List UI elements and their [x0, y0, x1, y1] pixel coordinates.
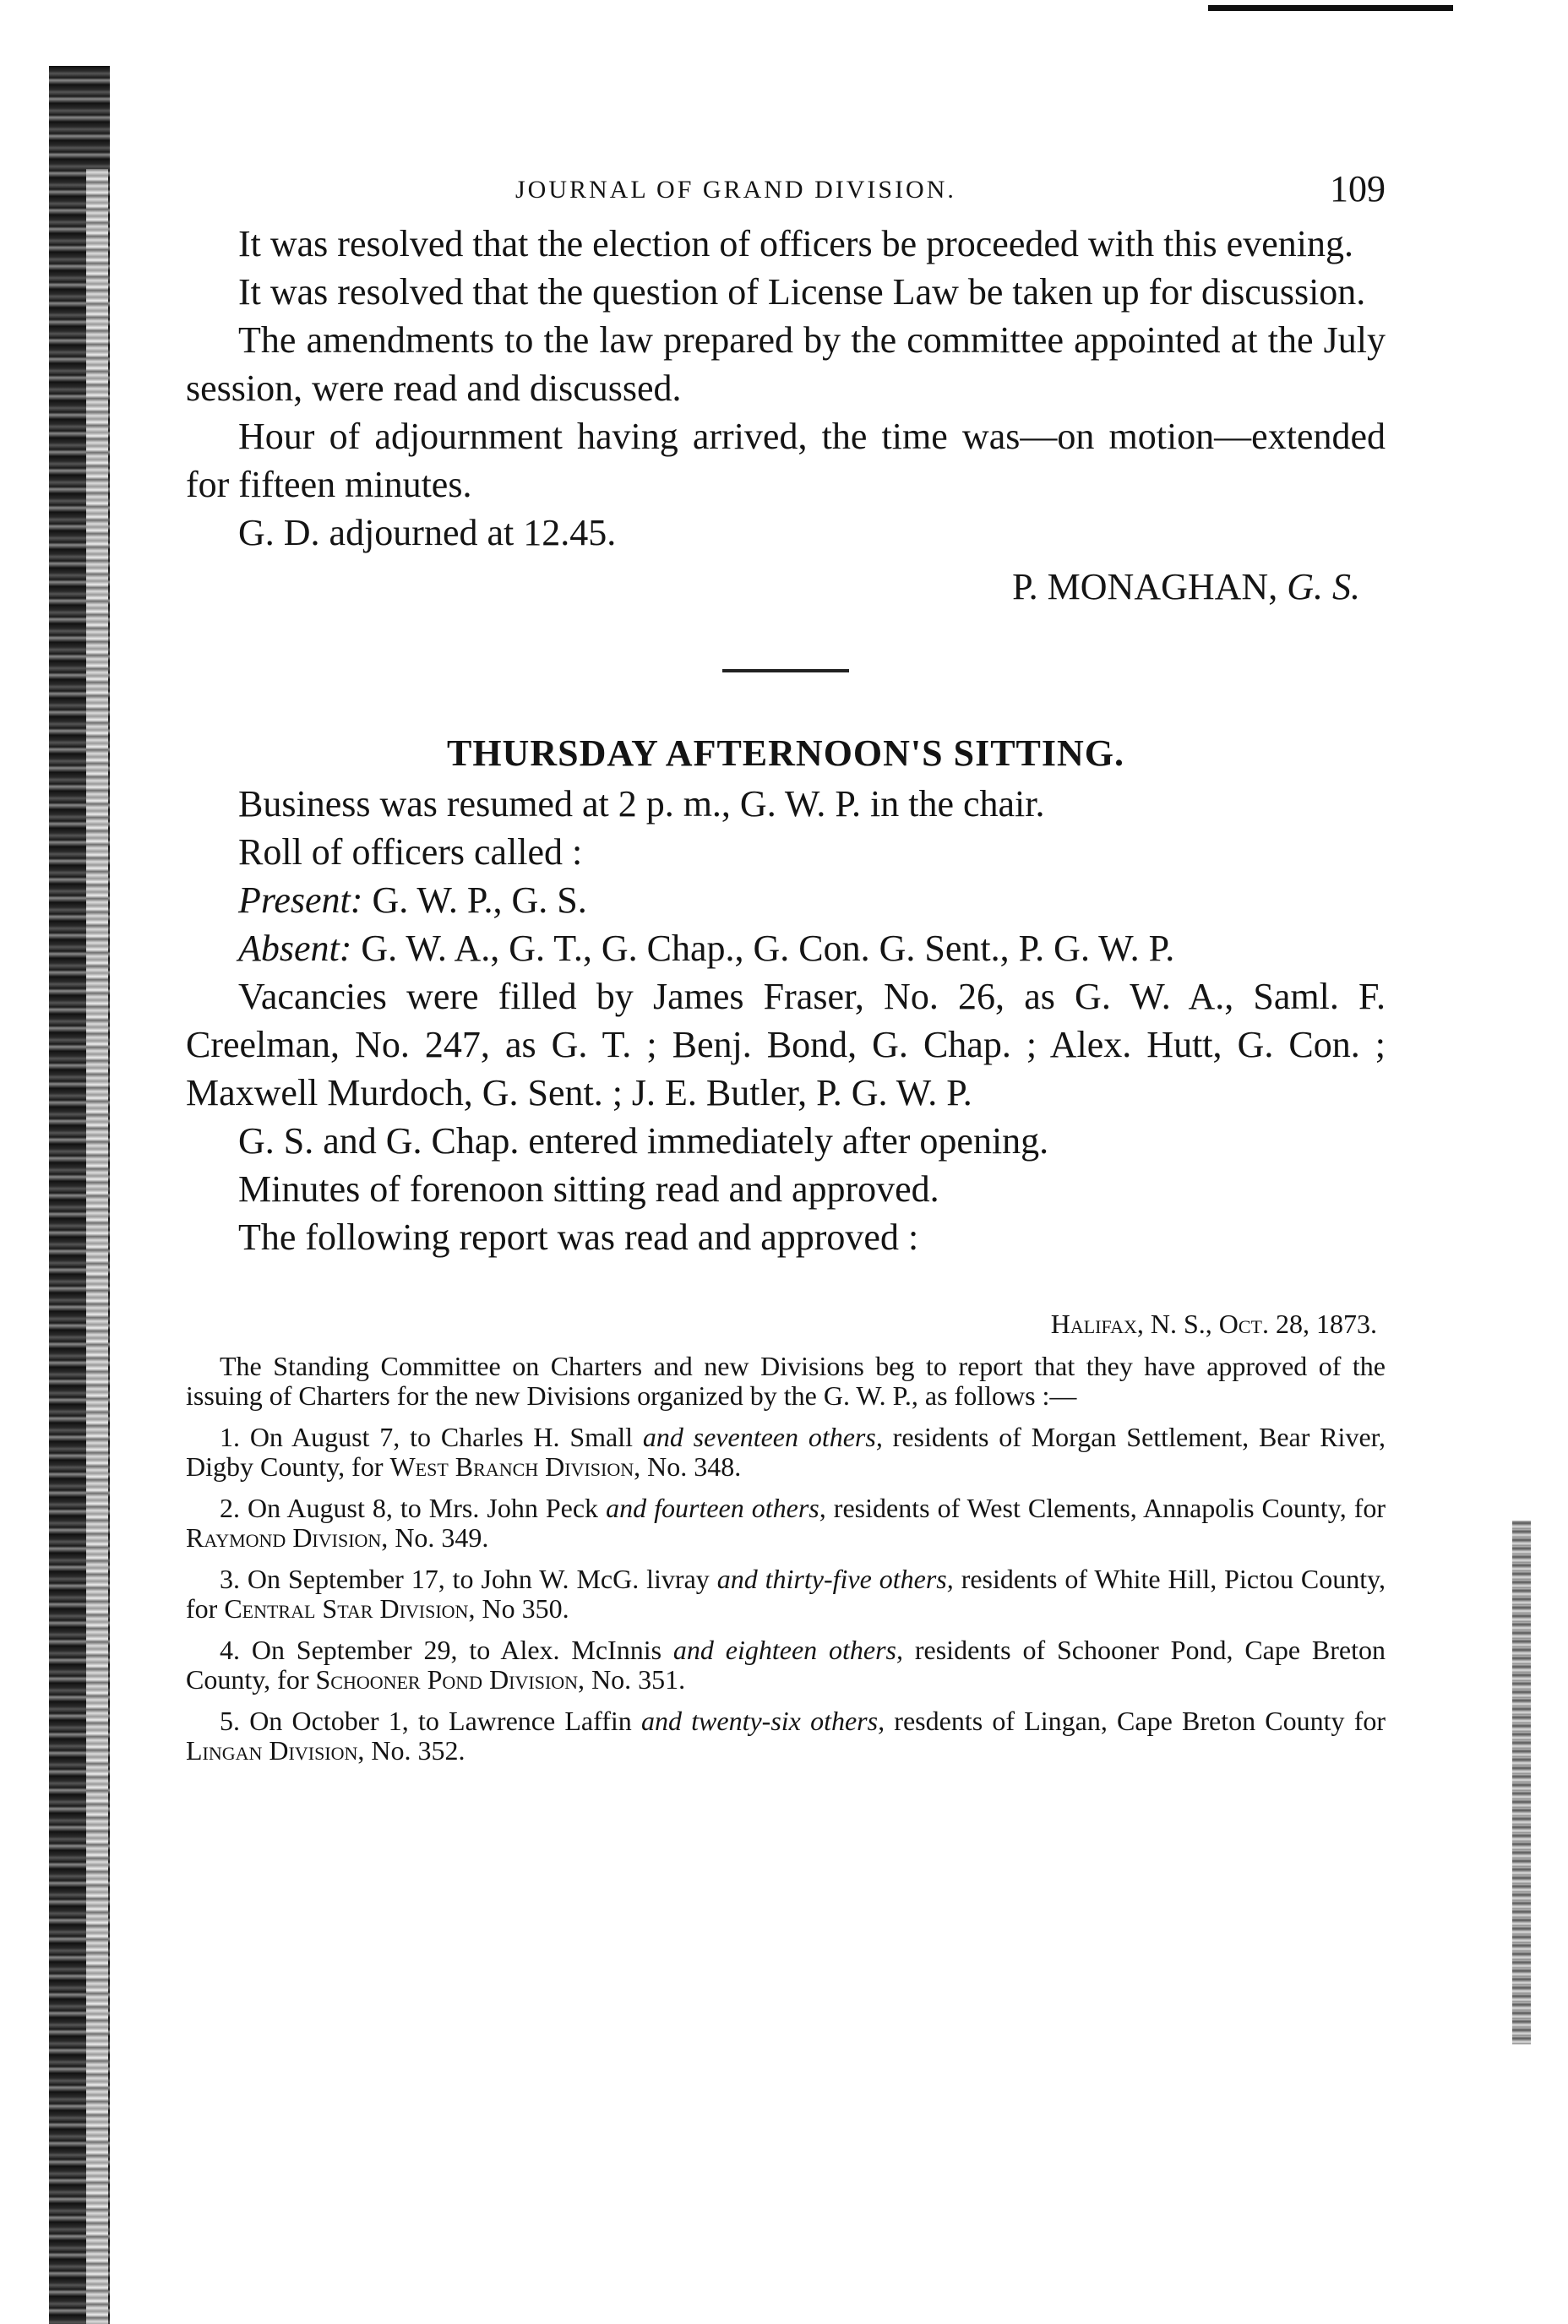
page-content: [186, 152, 1386, 1766]
report-item-number: No. 352.: [371, 1735, 466, 1766]
present-label: Present:: [238, 879, 363, 921]
paragraph-roll: Roll of officers called :: [238, 831, 583, 873]
report-item: [186, 1636, 1386, 1695]
running-title: JOURNAL OF GRAND DIVISION.: [515, 176, 956, 204]
section-divider: [722, 669, 849, 672]
page-number: 109: [1330, 168, 1386, 210]
report-item-number: No. 349.: [395, 1522, 489, 1553]
report-item: [186, 1423, 1386, 1482]
paragraph-vacancies: Vacancies were filled by James Fraser, No. 26, as G. W. A., Saml. F. Creelman, No. 247, as G. T. ; Benj. Bond, G. Chap. ; Alex. Hutt, G. Con. ; Maxwell Murdoch, G. Sent. ; J. E. Butler, P. G. W. P.: [186, 976, 1386, 1113]
paragraph-election: It was resolved that the election of officers be proceeded with this evening.: [238, 223, 1353, 264]
report-item-lead: 2. On August 8, to Mrs. John Peck: [220, 1493, 599, 1523]
report-item-division: Central Star Division,: [224, 1593, 476, 1624]
report-item: [186, 1706, 1386, 1766]
report-item-division: West Branch Division,: [389, 1451, 641, 1482]
paragraph-resumed: Business was resumed at 2 p. m., G. W. P. in the chair.: [238, 783, 1045, 825]
report-dateline: Halifax, N. S., Oct. 28, 1873.: [1050, 1309, 1377, 1339]
section-heading-afternoon: THURSDAY AFTERNOON'S SITTING.: [446, 732, 1125, 774]
report-item-others: and seventeen others,: [642, 1422, 883, 1452]
report-item: [186, 1565, 1386, 1624]
report-item-middle: residents of West Clements, Annapolis County, for: [833, 1493, 1386, 1523]
report-item-number: No 350.: [482, 1593, 569, 1624]
paragraph-minutes: Minutes of forenoon sitting read and approved.: [238, 1168, 939, 1210]
report-item-division: Raymond Division,: [186, 1522, 389, 1553]
report-item-middle: residents of Schooner Pond, Cape Breton County, for: [186, 1635, 1386, 1695]
top-rule: [1208, 5, 1453, 11]
paragraph-adjournment-extended: Hour of adjournment having arrived, the time was—on motion—extended for fifteen minutes.: [186, 416, 1386, 505]
report-item-lead: 1. On August 7, to Charles H. Small: [220, 1422, 633, 1452]
signature-title: G. S.: [1287, 566, 1360, 607]
present-value: G. W. P., G. S.: [372, 879, 587, 921]
report-item-lead: 4. On September 29, to Alex. McInnis: [220, 1635, 662, 1665]
report-item-division: Schooner Pond Division,: [315, 1664, 585, 1695]
paragraph-adjourned: G. D. adjourned at 12.45.: [238, 512, 617, 553]
report-item-middle: residents of White Hill, Pictou County, for: [186, 1564, 1386, 1624]
report-item: [186, 1494, 1386, 1553]
report-item-middle: resdents of Lingan, Cape Breton County for: [894, 1706, 1386, 1736]
running-header: [186, 152, 1386, 220]
charter-report: [186, 1352, 1386, 1766]
report-item-others: and twenty-six others,: [640, 1706, 885, 1736]
report-item-middle: residents of Morgan Settlement, Bear River, Digby County, for: [186, 1422, 1386, 1482]
absent-label: Absent:: [238, 928, 352, 969]
report-item-others: and thirty-five others,: [716, 1564, 954, 1594]
signature: [186, 565, 1360, 608]
paragraph-present: [186, 876, 1386, 924]
report-item-division: Lingan Division,: [186, 1735, 365, 1766]
signature-name: P. MONAGHAN,: [1012, 566, 1278, 607]
report-item-lead: 3. On September 17, to John W. McG. livray: [220, 1564, 710, 1594]
paragraph-entered: G. S. and G. Chap. entered immediately after opening.: [238, 1120, 1049, 1162]
page-edge-shadow: [86, 169, 108, 2324]
paragraph-report-intro: The following report was read and approved :: [238, 1216, 919, 1258]
report-item-number: No. 351.: [591, 1664, 686, 1695]
report-item-others: and eighteen others,: [672, 1635, 903, 1665]
absent-value: G. W. A., G. T., G. Chap., G. Con. G. Sent., P. G. W. P.: [361, 928, 1175, 969]
report-intro: The Standing Committee on Charters and new Divisions beg to report that they have approved of the issuing of Charters for the new Divisions organized by the G. W. P., as follows :—: [186, 1351, 1386, 1411]
paragraph-absent: [186, 924, 1386, 972]
right-edge-noise: [1512, 1521, 1531, 2044]
paragraph-amendments: The amendments to the law prepared by the committee appointed at the July session, were read and discussed.: [186, 319, 1386, 409]
report-item-lead: 5. On October 1, to Lawrence Laffin: [220, 1706, 632, 1736]
paragraph-license-law: It was resolved that the question of License Law be taken up for discussion.: [238, 271, 1366, 313]
report-item-number: No. 348.: [647, 1451, 742, 1482]
report-item-others: and fourteen others,: [606, 1493, 826, 1523]
